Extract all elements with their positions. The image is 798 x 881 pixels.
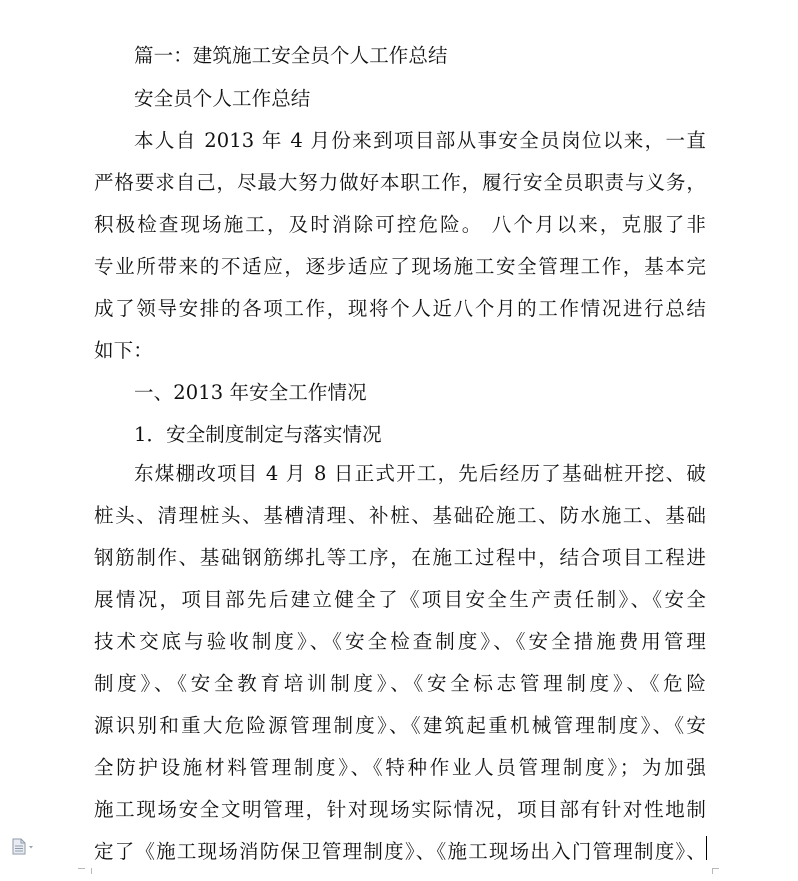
page-corner-mark: [85, 868, 92, 874]
subsection-heading: 1．安全制度制定与落实情况: [134, 423, 382, 446]
paragraph-line: 如下：: [94, 339, 153, 362]
paragraph-line: 钢筋制作、基础钢筋绑扎等工序，在施工过程中，结合项目工程进: [94, 546, 706, 569]
paragraph-line: 东煤棚改项目 4 月 8 日正式开工，先后经历了基础桩开挖、破: [134, 462, 706, 485]
text-cursor: [706, 836, 707, 860]
page-corner-mark: [78, 868, 85, 869]
document-title: 篇一：建筑施工安全员个人工作总结: [134, 44, 448, 67]
paragraph-line: 积极检查现场施工，及时消除可控危险。 八个月以来，克服了非: [94, 213, 706, 236]
paragraph-line: 成了领导安排的各项工作，现将个人近八个月的工作情况进行总结: [94, 297, 706, 320]
paragraph-line: 施工现场安全文明管理，针对现场实际情况，项目部有针对性地制: [94, 798, 706, 821]
paragraph-line: 定了《施工现场消防保卫管理制度》、《施工现场出入门管理制度》、: [94, 840, 706, 863]
paragraph-line: 技术交底与验收制度》、《安全检查制度》、《安全措施费用管理: [94, 630, 706, 653]
paragraph-line: 桩头、清理桩头、基槽清理、补桩、基础砼施工、防水施工、基础: [94, 504, 706, 527]
paragraph-line: 本人自 2013 年 4 月份来到项目部从事安全员岗位以来，一直: [134, 129, 706, 152]
document-icon[interactable]: [10, 838, 40, 856]
paragraph-line: 全防护设施材料管理制度》、《特种作业人员管理制度》；为加强: [94, 756, 706, 779]
paragraph-line: 制度》、《安全教育培训制度》、《安全标志管理制度》、《危险: [94, 672, 706, 695]
paragraph-line: 源识别和重大危险源管理制度》、《建筑起重机械管理制度》、《安: [94, 714, 706, 737]
paragraph-line: 严格要求自己，尽最大努力做好本职工作，履行安全员职责与义务，: [94, 171, 706, 194]
paragraph-line: 展情况，项目部先后建立健全了《项目安全生产责任制》、《安全: [94, 588, 706, 611]
section-heading: 一、2013 年安全工作情况: [134, 381, 367, 404]
page-corner-mark: [712, 868, 719, 869]
paragraph-line: 专业所带来的不适应，逐步适应了现场施工安全管理工作，基本完: [94, 255, 706, 278]
document-subtitle: 安全员个人工作总结: [134, 87, 311, 110]
